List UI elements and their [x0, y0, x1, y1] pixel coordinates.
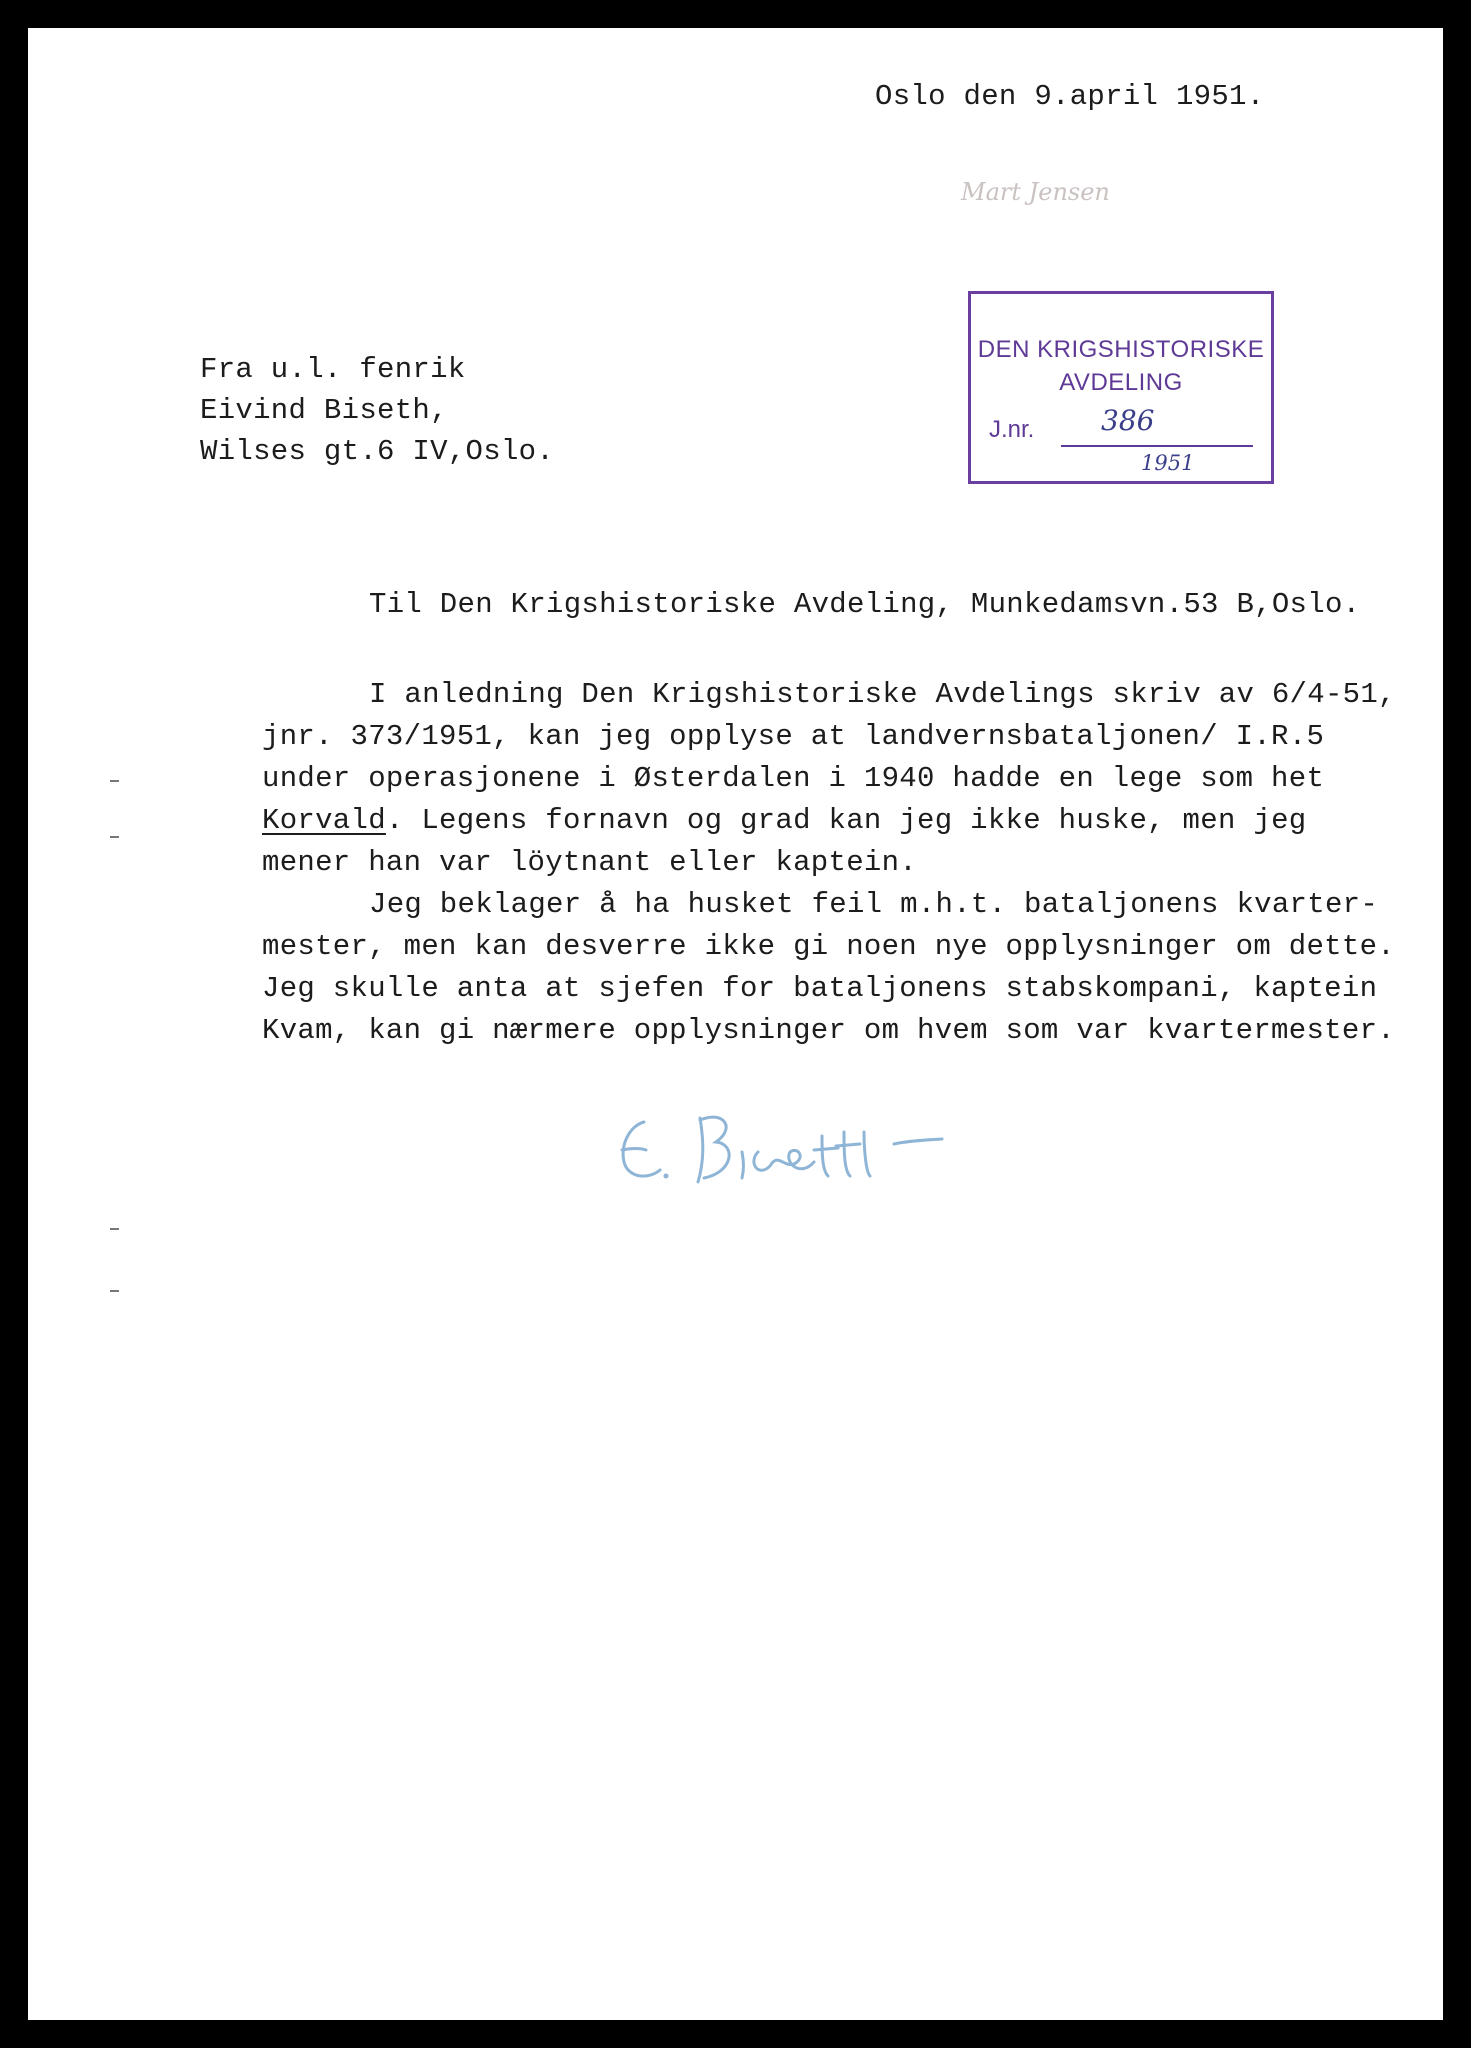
- handwritten-annotation: Mart Jensen: [961, 178, 1110, 206]
- recipient-line: Til Den Krigshistoriske Avdeling, Munkedamsvn.53 B,Oslo.: [369, 588, 1361, 621]
- sender-name: Eivind Biseth,: [200, 394, 448, 427]
- sender-title: Fra u.l. fenrik: [200, 353, 466, 386]
- stamp-subtitle: AVDELING: [1059, 369, 1183, 396]
- paragraph1-line4: [262, 804, 1306, 837]
- stamp-jnr-label: J.nr.: [989, 416, 1035, 443]
- paragraph2-line3: Jeg skulle anta at sjefen for bataljonens stabskompani, kaptein: [262, 972, 1378, 1005]
- paragraph1-line3: under operasjonene i Østerdalen i 1940 hadde en lege som het: [262, 762, 1325, 795]
- margin-mark: [110, 1228, 119, 1230]
- margin-mark: [110, 836, 119, 838]
- paragraph1-line5: mener han var löytnant eller kaptein.: [262, 846, 918, 879]
- stamp-rule: [1061, 445, 1253, 447]
- letter-date: Oslo den 9.april 1951.: [875, 80, 1265, 113]
- archive-stamp: [968, 291, 1274, 484]
- doctor-name: Korvald: [262, 804, 386, 837]
- letter-page: [28, 28, 1443, 2020]
- paragraph1-line2: jnr. 373/1951, kan jeg opplyse at landvernsbataljonen/ I.R.5: [262, 720, 1325, 753]
- margin-mark: [110, 780, 119, 782]
- sender-address: Wilses gt.6 IV,Oslo.: [200, 435, 555, 468]
- stamp-year: 1951: [1141, 451, 1195, 475]
- paragraph2-line1: Jeg beklager å ha husket feil m.h.t. bataljonens kvarter-: [369, 888, 1379, 921]
- paragraph2-line4: Kvam, kan gi nærmere opplysninger om hvem som var kvartermester.: [262, 1014, 1395, 1047]
- paragraph2-line2: mester, men kan desverre ikke gi noen nye opplysninger om dette.: [262, 930, 1395, 963]
- handwritten-signature: [608, 1092, 968, 1212]
- margin-mark: [110, 1290, 119, 1292]
- paragraph1-line1: I anledning Den Krigshistoriske Avdelings skriv av 6/4-51,: [369, 678, 1396, 711]
- stamp-title: DEN KRIGSHISTORISKE: [977, 336, 1265, 363]
- stamp-journal-number: 386: [1101, 404, 1155, 437]
- paragraph1-line4-rest: . Legens fornavn og grad kan jeg ikke huske, men jeg: [385, 804, 1307, 837]
